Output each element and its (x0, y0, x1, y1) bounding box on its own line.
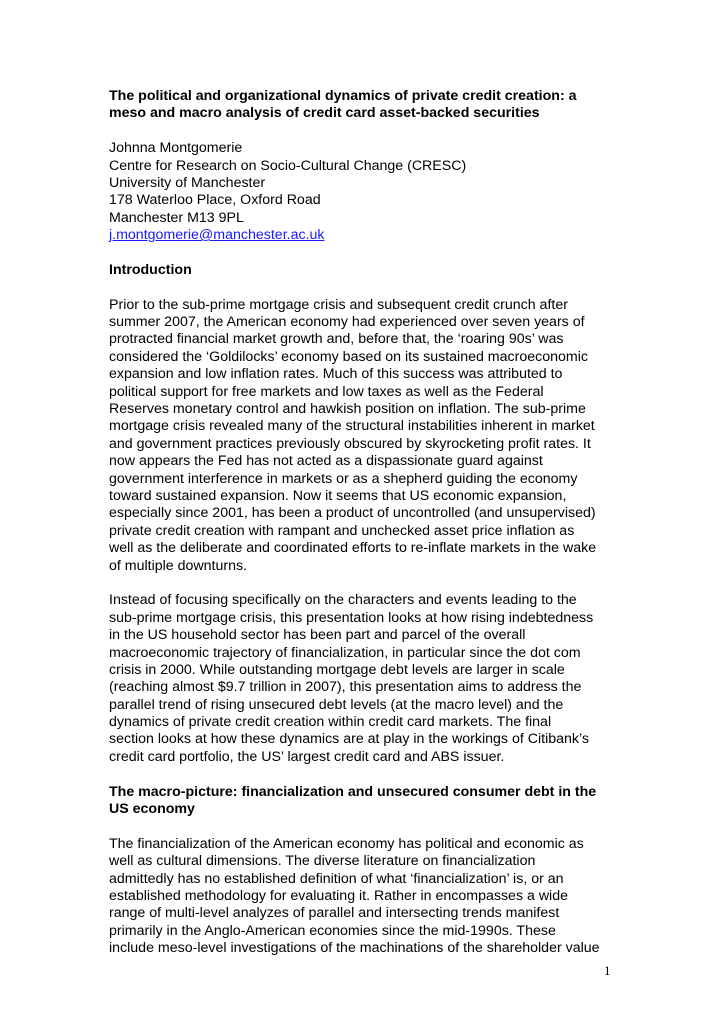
paragraph-line: protracted financial market growth and, before that, the ‘roaring 90s’ was (109, 331, 564, 348)
paragraph-3 (109, 836, 619, 958)
paragraph-line: (reaching almost $9.7 trillion in 2007), this presentation aims to address the (109, 679, 582, 696)
author-affiliation: Centre for Research on Socio-Cultural Change (CRESC) (109, 157, 467, 174)
author-address-line: Manchester M13 9PL (109, 209, 244, 226)
paragraph-line: Prior to the sub-prime mortgage crisis and subsequent credit crunch after (109, 296, 568, 313)
paragraph-line: section looks at how these dynamics are at play in the workings of Citibank’s (109, 731, 589, 748)
paragraph-line: dynamics of private credit creation within credit card markets. The final (109, 714, 552, 731)
section-heading-line: US economy (109, 801, 195, 818)
section-heading-line: The macro-picture: financialization and unsecured consumer debt in the (109, 783, 597, 800)
paragraph-line: crisis in 2000. While outstanding mortgage debt levels are larger in scale (109, 661, 565, 678)
paragraph-line: and government practices previously obscured by skyrocketing profit rates. It (109, 435, 591, 452)
paragraph-line: credit card portfolio, the US’ largest credit card and ABS issuer. (109, 748, 505, 765)
paragraph-line: especially since 2001, has been a product of uncontrolled (and unsupervised) (109, 505, 596, 522)
paragraph-line: private credit creation with rampant and unchecked asset price inflation as (109, 522, 575, 539)
author-name: Johnna Montgomerie (109, 140, 243, 157)
spacer (109, 766, 619, 783)
paragraph-line: in the US household sector has been part and parcel of the overall (109, 627, 526, 644)
paragraph-line: macroeconomic trajectory of financialization, in particular since the dot com (109, 644, 581, 661)
spacer (109, 245, 619, 262)
paragraph-line: summer 2007, the American economy had experienced over seven years of (109, 314, 585, 331)
paragraph-line: primarily in the Anglo-American economies since the mid-1990s. These (109, 922, 556, 939)
author-address-line: 178 Waterloo Place, Oxford Road (109, 192, 321, 209)
paragraph-line: well as cultural dimensions. The diverse literature on financialization (109, 853, 536, 870)
paragraph-line: established methodology for evaluating it. Rather in encompasses a wide (109, 887, 568, 904)
section-heading-introduction: Introduction (109, 261, 192, 278)
spacer (109, 818, 619, 835)
section-heading-macro-picture (109, 784, 619, 819)
paragraph-line: Reserves monetary control and hawkish position on inflation. The sub-prime (109, 401, 586, 418)
paragraph-line: political support for free markets and low taxes as well as the Federal (109, 383, 544, 400)
paragraph-line: sub-prime mortgage crisis, this presentation looks at how rising indebtedness (109, 609, 594, 626)
spacer (109, 279, 619, 296)
paragraph-line: now appears the Fed has not acted as a dispassionate guard against (109, 453, 543, 470)
paragraph-line: of multiple downturns. (109, 557, 248, 574)
paragraph-line: range of multi-level analyzes of parallel and intersecting trends manifest (109, 905, 560, 922)
paragraph-2 (109, 592, 619, 766)
paragraph-line: Instead of focusing specifically on the characters and events leading to the (109, 592, 577, 609)
paragraph-line: considered the ‘Goldilocks’ economy based on its sustained macroeconomic (109, 348, 588, 365)
paragraph-line: mortgage crisis revealed many of the structural instabilities inherent in market (109, 418, 595, 435)
paper-title (109, 88, 619, 123)
paragraph-line: parallel trend of rising unsecured debt levels (at the macro level) and the (109, 696, 564, 713)
paragraph-line: toward sustained expansion. Now it seems that US economic expansion, (109, 487, 567, 504)
paragraph-line: government interference in markets or as a shepherd guiding the economy (109, 470, 578, 487)
document-page (109, 88, 619, 958)
paragraph-line: include meso-level investigations of the machinations of the shareholder value (109, 940, 600, 957)
author-email-link[interactable]: j.montgomerie@manchester.ac.uk (109, 227, 325, 244)
spacer (109, 123, 619, 140)
paragraph-1 (109, 297, 619, 575)
paragraph-line: well as the deliberate and coordinated efforts to re-inflate markets in the wake (109, 540, 597, 557)
paragraph-line: expansion and low inflation rates. Much of this success was attributed to (109, 366, 563, 383)
author-block (109, 140, 619, 244)
author-university: University of Manchester (109, 174, 266, 191)
paragraph-line: admittedly has no established definition of what ‘financialization’ is, or an (109, 870, 564, 887)
paragraph-line: The financialization of the American economy has political and economic as (109, 835, 584, 852)
title-line: meso and macro analysis of credit card asset-backed securities (109, 105, 540, 122)
spacer (109, 575, 619, 592)
page-number: 1 (604, 963, 611, 978)
title-line: The political and organizational dynamics of private credit creation: a (109, 88, 577, 104)
